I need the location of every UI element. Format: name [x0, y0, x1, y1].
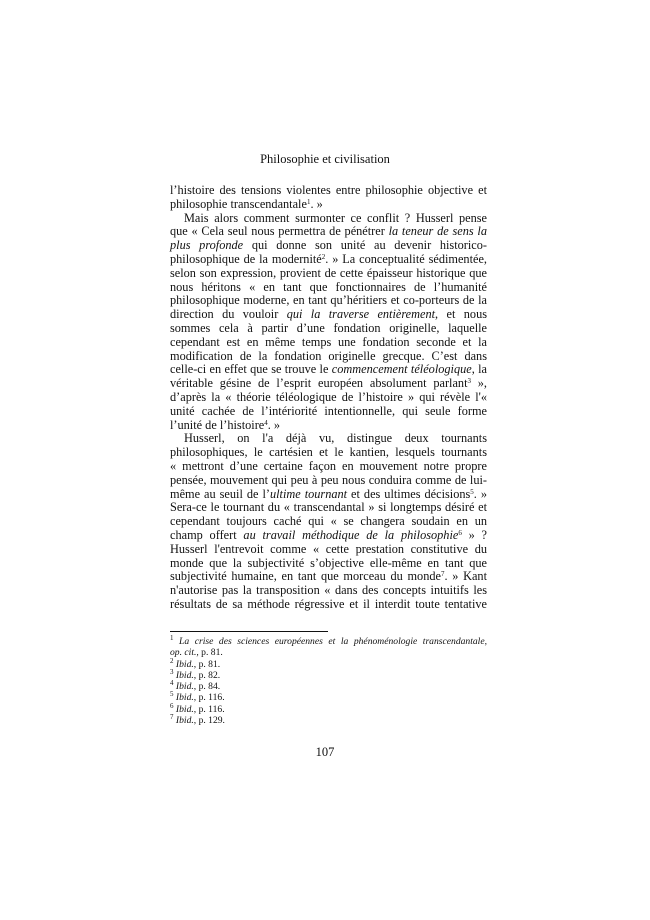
text-line: [170, 515, 487, 529]
text-run: celle-ci en effet que se trouve le: [170, 362, 332, 377]
text-run: philosophiques, le cartésien et le kantien, lesquels tournants: [170, 445, 487, 460]
footnote-ref: 4: [170, 679, 174, 688]
text-run: selon son expression, provient de cette épaisseur historique que: [170, 265, 487, 280]
text-run: unité cachée de l’intériorité intentionnelle, qui seule forme: [170, 403, 487, 418]
text-run: sommes cela à partir d’une fondation originelle, laquelle: [170, 320, 487, 335]
page-number: 107: [315, 745, 335, 759]
text-run: , p. 116.: [193, 692, 225, 704]
footnote-line: [170, 656, 487, 670]
running-header: Philosophie et civilisation: [260, 152, 390, 166]
text-run: . »: [267, 417, 281, 432]
italic-text: Ibid.: [175, 715, 194, 727]
text-run: p. 81.: [198, 647, 223, 659]
italic-text: Ibid.: [175, 703, 194, 715]
text-run: Mais alors comment surmonter ce conflit ? Husserl pense: [184, 210, 487, 225]
footnote-line: [170, 715, 487, 726]
text-run: . »: [310, 196, 323, 211]
footnote-ref: 6: [458, 528, 462, 537]
text-line: [170, 570, 487, 584]
footnote-ref: 1: [306, 197, 311, 206]
text-line: [170, 391, 487, 405]
footnote-line: [170, 647, 487, 658]
text-run: véritable gésine de l’esprit européen absolument parlant: [170, 376, 468, 391]
text-run: philosophique de la modernité: [170, 251, 322, 266]
italic-text: la teneur de sens la: [388, 224, 487, 239]
text-run: philosophique moderne, en tant qu’héritiers et co-porteurs de la: [170, 293, 487, 308]
text-run: , p. 82.: [193, 669, 221, 681]
italic-text: plus profonde: [170, 238, 244, 253]
text-run: Husserl l'entrevoit comme « cette prestation constitutive du: [170, 541, 487, 556]
text-run: . »: [473, 486, 487, 501]
text-run: champ offert: [170, 527, 244, 542]
text-run: « mettront d’une certaine façon en mouvement notre propre: [170, 458, 487, 473]
italic-text: Ibid.: [175, 658, 194, 670]
text-run: , et nous: [435, 307, 488, 322]
footnote-line: [170, 692, 487, 703]
text-line: [170, 432, 487, 446]
italic-text: Ibid.: [175, 692, 194, 704]
text-run: que « Cela seul nous permettra de pénétrer: [170, 224, 389, 239]
text-run: et des ultimes décisions: [347, 486, 471, 501]
text-line: [170, 460, 487, 474]
text-run: nous héritons « en tant que fonctionnaires de l’humanité: [170, 279, 487, 294]
footnote-line: [170, 636, 487, 647]
text-line: [170, 184, 487, 198]
text-run: qui donne son unité au devenir historico-: [243, 238, 487, 253]
text-run: , p. 116.: [193, 703, 225, 715]
text-run: , la: [471, 362, 487, 377]
footnote-ref: 5: [170, 690, 174, 699]
italic-text: op. cit.,: [170, 647, 199, 659]
footnote-ref: 7: [170, 713, 174, 722]
text-run: modification de la fondation originelle grecque. C’est dans: [170, 348, 487, 363]
text-run: direction du vouloir: [170, 307, 287, 322]
footnote-ref: 6: [170, 701, 174, 710]
footnote-ref: 3: [170, 667, 174, 676]
text-line: [170, 584, 487, 598]
italic-text: Ibid.: [175, 669, 194, 681]
text-run: » ?: [461, 527, 487, 542]
footnote-ref: 1: [170, 634, 174, 642]
italic-text: Ibid.: [175, 681, 194, 693]
text-line: [170, 336, 487, 350]
text-run: d’après la « théorie téléologique de l’histoire » qui révèle l'«: [170, 389, 487, 404]
text-run: n'autorise pas la transposition « dans des concepts intuitifs les: [170, 583, 487, 598]
text-line: [170, 308, 487, 322]
text-run: l’histoire des tensions violentes entre philosophie objective et: [170, 183, 487, 197]
text-line: [170, 501, 487, 515]
footnote-line: [170, 681, 487, 692]
text-line: [170, 474, 487, 488]
text-line: [170, 363, 487, 377]
text-run: résultats de sa méthode régressive et il interdit toute tentative: [170, 596, 487, 611]
text-line: [170, 405, 487, 419]
footnote-ref: 4: [264, 418, 268, 427]
text-run: Husserl, on l'a déjà vu, distingue deux tournants: [184, 431, 487, 446]
text-line: [170, 446, 487, 460]
text-run: . » La conceptualité sédimentée,: [325, 251, 487, 266]
text-line: [170, 543, 487, 557]
text-line: [170, 239, 487, 253]
italic-text: qui la traverse entièrement: [286, 307, 436, 322]
footnote-line: [170, 667, 487, 681]
footnote-ref: 2: [170, 656, 174, 665]
text-line: [170, 225, 487, 239]
text-run: cependant toujours caché qui « se changera soudain en un: [170, 514, 487, 529]
text-line: [170, 267, 487, 281]
text-line: [170, 281, 487, 295]
text-run: , p. 129.: [193, 715, 225, 727]
italic-text: commencement téléologique: [331, 362, 472, 377]
text-line: [170, 557, 487, 571]
text-run: »,: [470, 376, 487, 391]
text-run: l’unité de l’histoire: [170, 417, 265, 432]
text-run: , p. 81.: [193, 658, 221, 670]
text-line: [170, 419, 487, 433]
text-line: [170, 294, 487, 308]
footnote-ref: 3: [467, 377, 471, 386]
italic-text: au travail méthodique de la philosophie: [243, 527, 459, 542]
text-run: Sera-ce le tournant du « transcendantal » si longtemps désiré et: [170, 500, 487, 515]
italic-text: La crise des sciences européennes et la phénoménologie transcendantale,: [179, 636, 488, 647]
text-run: pensée, mouvement qui peu à peu nous conduira comme de lui-: [170, 472, 487, 487]
text-line: [170, 198, 487, 212]
text-line: [170, 212, 487, 226]
text-line: [170, 322, 487, 336]
italic-text: ultime tournant: [269, 486, 348, 501]
footnote-line: [170, 701, 487, 715]
text-run: même au seuil de l’: [170, 486, 270, 501]
footnote-ref: 7: [440, 570, 445, 579]
text-line: [170, 350, 487, 364]
footnote-ref: 2: [321, 252, 326, 261]
text-run: monde que la subjectivité s’objective elle-même en tant que: [170, 555, 487, 570]
text-run: philosophie transcendantale: [170, 196, 307, 211]
text-line: [170, 529, 487, 543]
footnote-ref: 5: [470, 487, 474, 496]
text-line: [170, 598, 487, 612]
footnotes: [170, 636, 487, 726]
body-text: [170, 184, 487, 612]
text-run: cependant est en même temps une fondation seconde et la: [170, 334, 487, 349]
text-line: [170, 377, 487, 391]
text-run: subjectivité humaine, en tant que morceau du monde: [170, 569, 441, 584]
footnote-separator: [170, 631, 328, 632]
text-run: , p. 84.: [193, 681, 221, 693]
text-line: [170, 253, 487, 267]
text-run: . » Kant: [444, 569, 487, 584]
text-line: [170, 488, 487, 502]
